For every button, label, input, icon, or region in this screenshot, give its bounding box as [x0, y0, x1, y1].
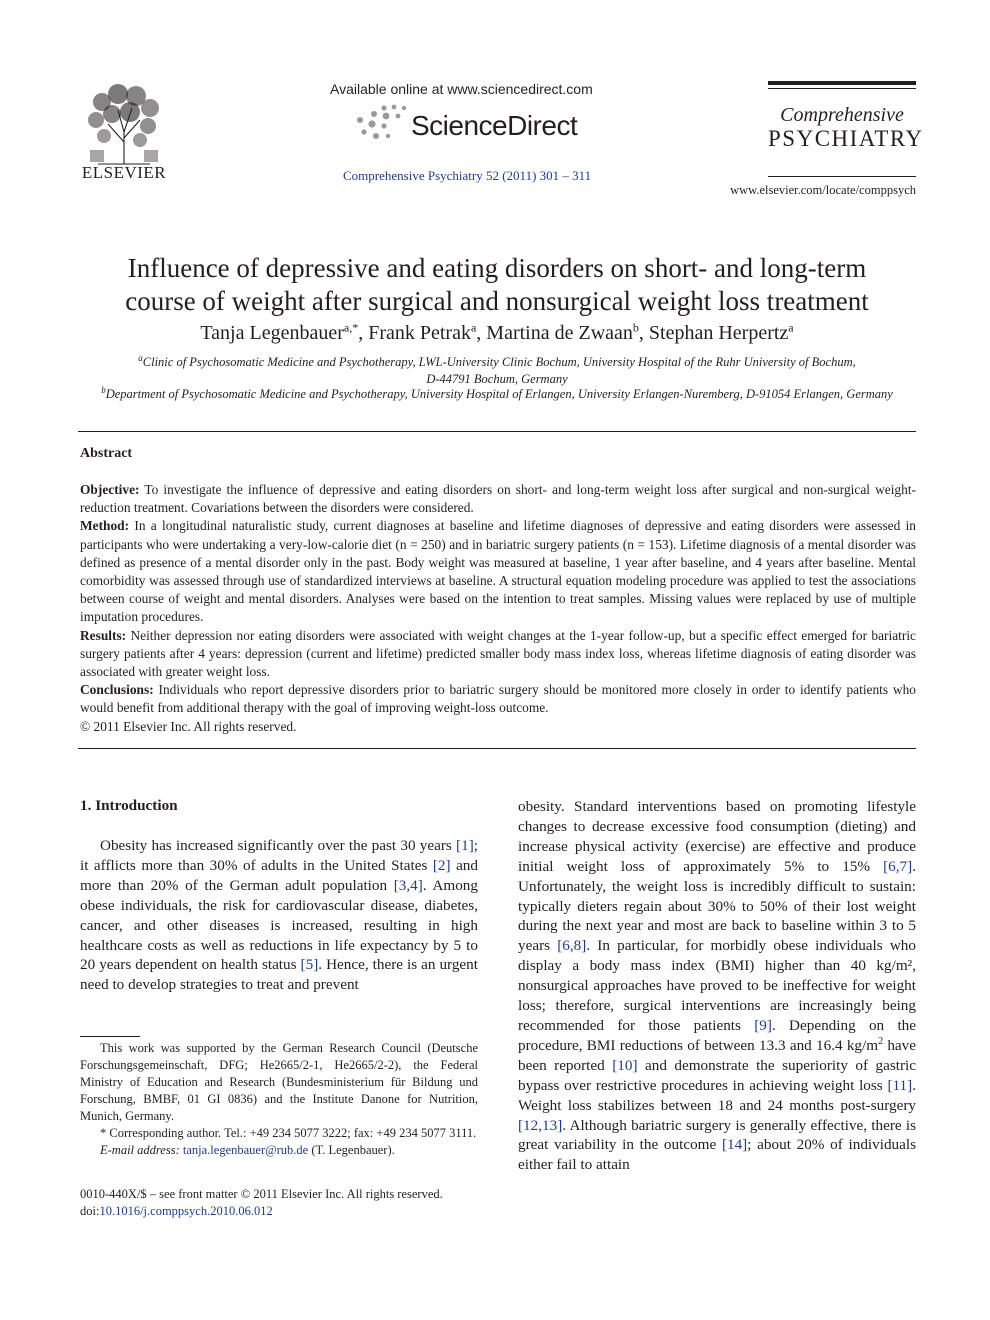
front-matter [80, 1186, 478, 1220]
email-link[interactable]: tanja.legenbauer@rub.de [182, 1143, 309, 1157]
reference-link[interactable]: [6,8] [557, 937, 587, 955]
sciencedirect-dots-icon [354, 104, 410, 142]
abstract-objective [80, 481, 916, 517]
abstract-text: To investigate the influence of depressive and eating disorders on short- and long-term weight loss after surgical and non-surgical weight-reduction treatment. Covariations between the disorders were considered. [80, 482, 917, 516]
author-name: Tanja Legenbauer [200, 322, 344, 344]
affiliation-text: Clinic of Psychosomatic Medicine and Psychotherapy, LWL-University Clinic Bochum, University Hospital of the Ruhr University of Bochum, [142, 355, 856, 369]
reference-link[interactable]: [11] [887, 1076, 913, 1094]
intro-paragraph [80, 836, 478, 995]
reference-link[interactable]: [10] [612, 1056, 638, 1074]
abstract-copyright: © 2011 Elsevier Inc. All rights reserved. [80, 718, 297, 734]
body-text: . Among obese individuals, the risk for cardiovascular disease, diabetes, cancer, and other diseases is increased, resulting in high healthcare costs as well as reductions in life expectancy by 5 to 20 years dependent on health status [80, 876, 478, 974]
abstract-bottom-rule [78, 748, 916, 749]
affiliation-mark: a [138, 352, 143, 363]
body-text: Obesity has increased significantly over the past 30 years [100, 837, 457, 854]
section-heading: 1. Introduction [80, 797, 178, 814]
abstract-method [80, 517, 916, 626]
intro-paragraph-continued [518, 797, 916, 1175]
affiliation-text: D-44791 Bochum, Germany [426, 372, 568, 386]
body-text: . Although bariatric surgery is generally effective, there is great variability in the outcome [518, 1116, 916, 1154]
author-affiliation-mark: a [788, 320, 794, 335]
journal-citation-link[interactable]: Comprehensive Psychiatry 52 (2011) 301 – 311 [343, 168, 592, 183]
reference-link[interactable]: [5] [300, 956, 319, 974]
email-footnote [80, 1142, 478, 1159]
abstract-conclusions [80, 681, 916, 717]
body-text: and demonstrate the superiority of gastric bypass over restrictive procedures in achieving weight loss [518, 1056, 916, 1094]
body-text: . Weight loss stabilizes between 18 and 24 months post-surgery [518, 1076, 916, 1114]
email-owner: (T. Legenbauer). [308, 1143, 395, 1157]
author-name: Martina de Zwaan [486, 322, 633, 344]
issn-line: 0010-440X/$ – see front matter © 2011 Elsevier Inc. All rights reserved. [80, 1187, 443, 1201]
abstract-results [80, 627, 916, 682]
corresponding-author-footnote: * Corresponding author. Tel.: +49 234 5077 3222; fax: +49 234 5077 3111. [100, 1126, 477, 1140]
reference-link[interactable]: [12,13] [518, 1116, 563, 1134]
journal-rule [768, 176, 916, 177]
journal-name-line2: PSYCHIATRY [768, 126, 924, 151]
reference-link[interactable]: [2] [432, 856, 451, 874]
sciencedirect-wordmark: ScienceDirect [411, 110, 578, 141]
right-column [518, 797, 916, 1175]
abstract-text: Individuals who report depressive disorders prior to bariatric surgery should be monitored more closely in order to identify patients who would benefit from additional therapy with the goal of improving weight-loss outcome. [80, 682, 916, 716]
funding-footnote: This work was supported by the German Research Council (Deutsche Forschungsgemeinschaft, DFG; He2665/2-1, He2665/2-2), the Federal Ministry of Education and Research (Bundesministerium für Bildung und Forschung, BMBF, 01 GI 0836) and the Institute Danone for Nutrition, Munich, Germany. [80, 1041, 478, 1123]
body-text: have been reported [518, 1036, 916, 1074]
author-name: Stephan Herpertz [648, 322, 789, 344]
body-text: . Hence, there is an urgent need to develop strategies to treat and prevent [80, 956, 478, 994]
body-text: obesity. Standard interventions based on promoting lifestyle changes to decrease excessive food consumption (dieting) and increase physical activity (exercise) are effective and produce initial weight loss of approximately 5% to 15% [518, 798, 916, 875]
author-name: Frank Petrak [368, 322, 471, 344]
abstract-top-rule [78, 431, 916, 432]
body-text: and more than 20% of the German adult population [80, 856, 478, 894]
doi-line [80, 1203, 478, 1220]
body-text: . Depending on the procedure, BMI reductions of between 13.3 and 16.4 kg/m [518, 1016, 916, 1054]
reference-link[interactable]: [1] [456, 837, 474, 854]
abstract-label: Conclusions: [80, 682, 154, 698]
author-affiliation-mark: a,* [343, 320, 359, 335]
author-list: Tanja Legenbauer$^{a,*}$, Frank Petrak$^a$, Martina de Zwaan$^b$, Stephan Herpertz$^a$ [200, 320, 794, 344]
superscript: 2 [878, 1035, 884, 1047]
body-text: . In particular, for morbidly obese individuals who display a body mass index (BMI) higher than 40 kg/m², nonsurgical approaches have proved to be ineffective for weight loss; therefore, surgical interventions are increasingly being recommended for those patients [518, 937, 916, 1034]
body-text: . Unfortunately, the weight loss is incredibly difficult to sustain: typically dieters regain about 30% to 50% of their lost weight during the next year and most are back to baseline within 3 to 5 years [518, 857, 916, 955]
abstract-heading: Abstract [80, 446, 133, 461]
affiliation-b [78, 384, 916, 402]
affiliation-a [78, 354, 916, 388]
abstract-label: Results: [80, 627, 127, 643]
body-text: ; it afflicts more than 30% of adults in the United States [80, 837, 478, 874]
body-text: ; about 20% of individuals either fail to attain [518, 1136, 916, 1174]
journal-rule [768, 88, 916, 89]
left-column [80, 836, 478, 995]
doi-link[interactable]: 10.1016/j.comppsych.2010.06.012 [99, 1204, 273, 1218]
article-title [78, 252, 916, 318]
reference-link[interactable]: [14] [721, 1136, 748, 1154]
doi-prefix: doi: [80, 1204, 100, 1218]
affiliation-mark: b [101, 384, 106, 395]
author-affiliation-mark: a [470, 320, 477, 335]
footnote-rule [80, 1036, 140, 1037]
affiliation-text: Department of Psychosomatic Medicine and Psychotherapy, University Hospital of Erlangen, University Erlangen-Nuremberg, D-91054 Erlangen, Germany [105, 387, 893, 401]
email-label: E-mail address: [100, 1143, 180, 1157]
available-online-text: Available online at www.sciencedirect.com [330, 81, 593, 97]
article-title-line1: Influence of depressive and eating disorders on short- and long-term [127, 253, 867, 283]
abstract-body [80, 481, 916, 736]
journal-url-link[interactable]: www.elsevier.com/locate/comppsych [730, 183, 916, 197]
article-title-line2: course of weight after surgical and nonsurgical weight loss treatment [125, 286, 869, 316]
abstract-label: Method: [80, 518, 130, 534]
reference-link[interactable]: [3,4] [393, 876, 423, 894]
journal-name-line1: Comprehensive [780, 104, 904, 126]
reference-link[interactable]: [9] [754, 1016, 772, 1034]
abstract-text: In a longitudinal naturalistic study, current diagnoses at baseline and lifetime diagnoses of depressive and eating disorders were assessed in participants who were undertaking a very-low-calorie diet (n = 250) and in bariatric surgery patients (n = 153). Lifetime diagnosis of a mental disorder was defined as presence of a mental disorder only in the past. Body weight was measured at baseline, 1 year after baseline, and 4 years after baseline. Mental comorbidity was assessed through use of standardized interviews at baseline. A structural equation modeling procedure was applied to test the associations between course of weight and mental disorders. Analyses were based on the intention to treat samples. Missing values were replaced by use of multiple imputation procedures. [80, 518, 916, 625]
journal-rule [768, 81, 916, 85]
reference-link[interactable]: [6,7] [883, 857, 913, 875]
publisher-name: ELSEVIER [81, 163, 167, 182]
author-affiliation-mark: b [632, 320, 639, 335]
footnotes [80, 1040, 478, 1159]
abstract-text: Neither depression nor eating disorders were associated with weight changes at the 1-year follow-up, but a specific effect emerged for bariatric surgery patients after 4 years: depression (current and lifetime) predicted smaller body mass index loss, whereas lifetime diagnosis of eating disorder was associated with greater weight loss. [80, 627, 916, 680]
abstract-label: Objective: [80, 482, 140, 497]
